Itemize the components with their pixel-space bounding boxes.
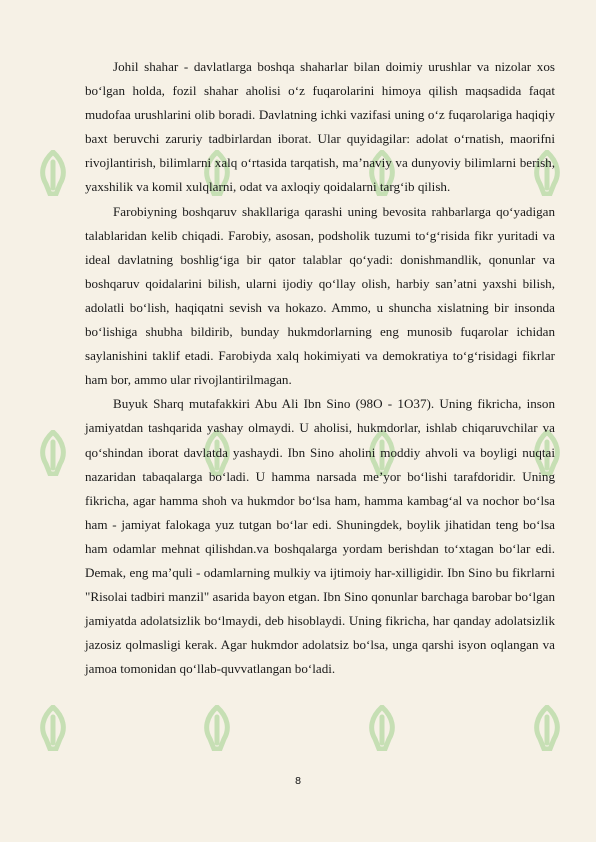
- watermark-logo-icon: [36, 705, 70, 751]
- page-number: 8: [294, 776, 302, 787]
- paragraph: Farobiyning boshqaruv shakllariga qarashi uning bevosita rahbarlarga qo‘yadigan talablaridan kelib chiqadi. Farobiy, asosan, podsholik tuzumi to‘g‘risida fikr yuritadi va ideal davlatning boshlig‘iga bir qator talablar qo‘yadi: donishmandlik, qonunlar va boshqaruv qoidalarini bilish, ularni ijodiy qo‘llay olish, harbiy san’atni yaxshi bilish, adolatli bo‘lish, haqiqatni sevish va hokazo. Ammo, u shuncha xislatning bir insonda bo‘lishiga shubha bildirib, bunday hukmdorlarning eng munosib fuqarolar ichidan saylanishini taklif etadi. Farobiyda xalq hokimiyati va demokratiya to‘g‘risidagi fikrlar ham bor, ammo ular rivojlantirilmagan.: [85, 203, 555, 388]
- watermark-logo-icon: [36, 150, 70, 196]
- watermark-logo-icon: [365, 705, 399, 751]
- paragraph: Buyuk Sharq mutafakkiri Abu Ali Ibn Sino (98O - 1O37). Uning fikricha, inson jamiyatdan tashqarida yashay olmaydi. U aholisi, hukmdorlar, ishlab chiqaruvchilar va qo‘shindan iborat davlatda yashaydi. Ibn Sino aholini moddiy ahvoli va boyligi nuqtai nazaridan tabaqalarga bo‘ladi. U hamma narsada me’yor bo‘lishi tarafdoridir. Uning fikricha, agar hamma shoh va hukmdor bo‘lsa ham, hamma kambag‘al va nochor bo‘lsa ham - jamiyat falokaga yuz tutgan bo‘lar edi. Shuningdek, boylik jihatidan teng bo‘lsa ham odamlar mehnat qilishdan.va boshqalarga yordam berishdan to‘xtagan bo‘lar edi. Demak, eng ma’quli - odamlarning mulkiy va ijtimoiy har-xilligidir. Ibn Sino bu fikrlarni "Risolai tadbiri manzil" asarida bayon etgan. Ibn Sino qonunlar barchaga barobar bo‘lgan jamiyatda adolatsizlik bo‘lmaydi, deb hisoblaydi. Uning fikricha, har qanday adolatsizlik jazosiz qolmasligi kerak. Agar hukmdor adolatsiz bo‘lsa, unga qarshi isyon oqlangan va jamoa tomonidan qo‘llab-quvvatlangan bo‘ladi.: [85, 396, 555, 677]
- document-body: [85, 55, 555, 681]
- watermark-logo-icon: [530, 705, 564, 751]
- watermark-logo-icon: [200, 705, 234, 751]
- watermark-logo-icon: [36, 430, 70, 476]
- paragraph: Johil shahar - davlatlarga boshqa shaharlar bilan doimiy urushlar va nizolar xos bo‘lgan holda, fozil shahar aholisi o‘z fuqarolarini himoya qilish maqsadida faqat mudofaa urushlarini olib boradi. Davlatning ichki vazifasi uning o‘z fuqarolariga haqiqiy baxt beruvchi zaruriy tadbirlardan iborat. Ular quyidagilar: adolat o‘rnatish, maorifni rivojlantirish, bilimlarni xalq o‘rtasida tarqatish, ma’naviy va dunyoviy bilimlarni berish, yaxshilik va komil xulqlarni, odat va axloqiy qoidalarni targ‘ib qilish.: [85, 59, 555, 195]
